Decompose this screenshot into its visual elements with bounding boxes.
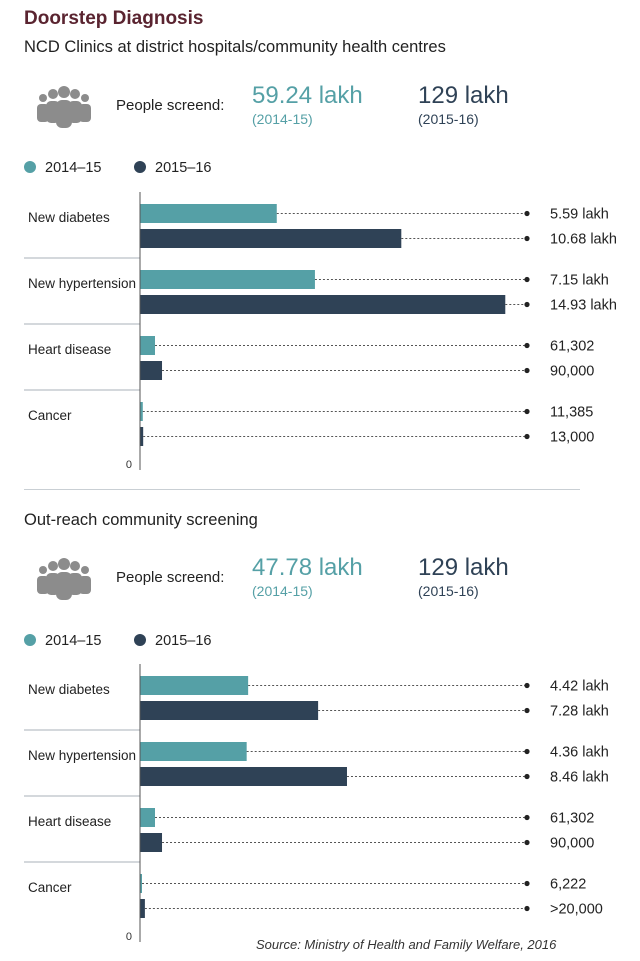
legend-label-2015: 2015–16 — [155, 633, 212, 649]
screened-2015-value-1: 129 lakh — [418, 82, 509, 109]
data-label-2015: 8.46 lakh — [550, 769, 609, 786]
people-screened-label-1: People screend: — [116, 97, 225, 114]
category-label: Cancer — [28, 880, 72, 895]
bar-2014 — [140, 808, 155, 827]
leader-dot — [524, 236, 529, 241]
leader-dot — [524, 277, 529, 282]
bar-chart-outreach — [0, 656, 640, 942]
category-group — [24, 742, 609, 796]
category-label: Heart disease — [28, 342, 112, 357]
people-group-icon — [34, 556, 94, 600]
data-label-2015: 90,000 — [550, 363, 595, 380]
data-label-2014: 5.59 lakh — [550, 206, 609, 223]
source-note: Source: Ministry of Health and Family Welfare, 2016 — [256, 937, 557, 952]
data-label-2014: 61,302 — [550, 338, 595, 355]
legend-dot-2015 — [134, 161, 146, 173]
screened-2014-year-2: (2014-15) — [252, 583, 313, 599]
data-label-2015: >20,000 — [550, 901, 603, 918]
page-title: Doorstep Diagnosis — [24, 8, 204, 29]
leader-dot — [524, 302, 529, 307]
legend-label-2014: 2014–15 — [45, 160, 102, 176]
bar-2015 — [140, 767, 347, 786]
bar-2015 — [140, 701, 318, 720]
data-label-2015: 90,000 — [550, 835, 595, 852]
legend-item-2015 — [134, 633, 211, 649]
data-label-2015: 7.28 lakh — [550, 703, 609, 720]
data-label-2014: 7.15 lakh — [550, 272, 609, 289]
category-label: New hypertension — [28, 748, 137, 763]
legend-dot-2015 — [134, 634, 146, 646]
bar-2015 — [140, 361, 162, 380]
leader-dot — [524, 434, 529, 439]
data-label-2015: 14.93 lakh — [550, 297, 617, 314]
leader-dot — [524, 211, 529, 216]
leader-dot — [524, 749, 529, 754]
bar-2014 — [140, 742, 247, 761]
section-divider — [24, 489, 580, 490]
leader-dot — [524, 774, 529, 779]
screened-2015-year-2: (2015-16) — [418, 583, 479, 599]
bar-chart-ncd-clinics — [0, 184, 640, 470]
bar-2015 — [140, 229, 401, 248]
bar-2015 — [140, 833, 162, 852]
legend-item-2015 — [134, 160, 211, 176]
category-group — [28, 402, 594, 446]
legend-item-2014 — [24, 160, 101, 176]
data-label-2015: 13,000 — [550, 429, 595, 446]
people-screened-label-2: People screend: — [116, 569, 225, 586]
category-group — [24, 676, 609, 730]
section-1-title: NCD Clinics at district hospitals/community health centres — [24, 38, 446, 56]
data-label-2014: 4.42 lakh — [550, 678, 609, 695]
screened-2015-value-2: 129 lakh — [418, 554, 509, 581]
bar-2014 — [140, 336, 155, 355]
screened-2014-year-1: (2014-15) — [252, 111, 313, 127]
data-label-2015: 10.68 lakh — [550, 231, 617, 248]
bar-2014 — [140, 204, 277, 223]
screened-2014-value-2: 47.78 lakh — [252, 554, 363, 581]
axis-zero-label: 0 — [125, 459, 132, 470]
screened-2015-year-1: (2015-16) — [418, 111, 479, 127]
leader-dot — [524, 409, 529, 414]
leader-dot — [524, 683, 529, 688]
leader-dot — [524, 343, 529, 348]
data-label-2014: 6,222 — [550, 876, 587, 893]
category-group — [24, 336, 594, 390]
leader-dot — [524, 906, 529, 911]
legend-dot-2014 — [24, 634, 36, 646]
bar-2015 — [140, 295, 505, 314]
category-group — [28, 874, 603, 918]
legend-item-2014 — [24, 633, 101, 649]
bar-2015 — [140, 899, 145, 918]
legend-label-2015: 2015–16 — [155, 160, 212, 176]
bar-2014 — [140, 270, 315, 289]
category-label: Heart disease — [28, 814, 112, 829]
data-label-2014: 4.36 lakh — [550, 744, 609, 761]
section-2-title: Out-reach community screening — [24, 511, 258, 529]
category-group — [24, 270, 617, 324]
leader-dot — [524, 881, 529, 886]
screened-2014-value-1: 59.24 lakh — [252, 82, 363, 109]
legend-label-2014: 2014–15 — [45, 633, 102, 649]
axis-zero-label: 0 — [125, 931, 132, 942]
data-label-2014: 61,302 — [550, 810, 595, 827]
leader-dot — [524, 708, 529, 713]
category-group — [24, 204, 617, 258]
data-label-2014: 11,385 — [550, 404, 594, 421]
category-label: New hypertension — [28, 276, 137, 291]
leader-dot — [524, 368, 529, 373]
category-group — [24, 808, 594, 862]
legend-dot-2014 — [24, 161, 36, 173]
bar-2014 — [140, 676, 248, 695]
category-label: New diabetes — [28, 682, 110, 697]
category-label: Cancer — [28, 408, 72, 423]
people-group-icon — [34, 84, 94, 128]
category-label: New diabetes — [28, 210, 110, 225]
leader-dot — [524, 815, 529, 820]
leader-dot — [524, 840, 529, 845]
